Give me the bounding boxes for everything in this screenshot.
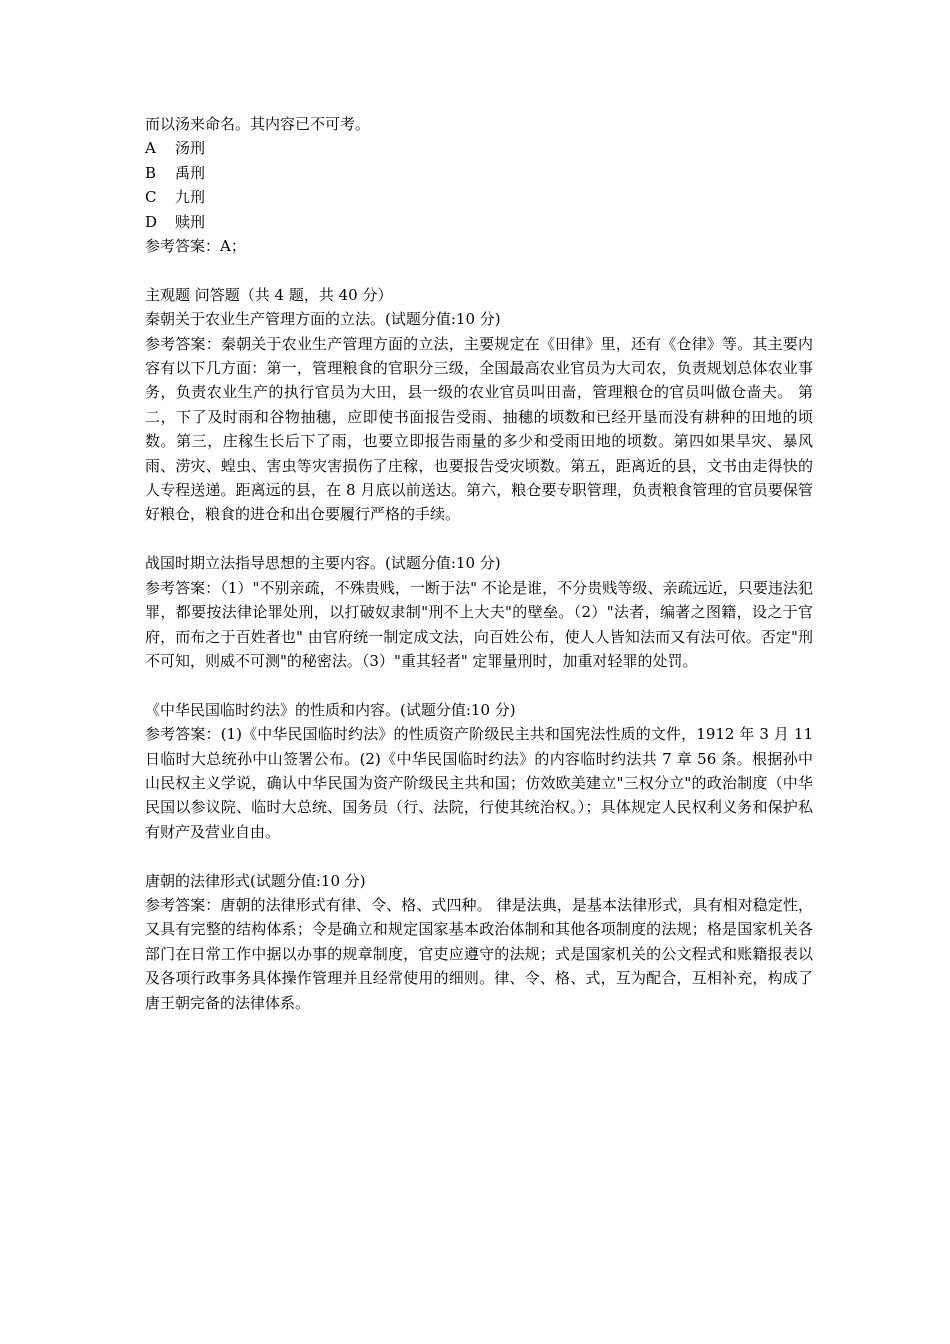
question-title: 唐朝的法律形式(试题分值:10 分) <box>145 871 366 890</box>
section-header: 主观题 问答题（共 4 题，共 40 分） <box>145 285 393 304</box>
option-b <box>145 161 813 185</box>
mc-answer: 参考答案：A； <box>145 237 246 256</box>
spacer <box>145 673 813 697</box>
question-fragment: 而以汤来命名。其内容已不可考。 <box>145 115 371 133</box>
option-letter: B <box>145 163 157 182</box>
spacer <box>145 527 813 551</box>
option-letter: D <box>145 212 158 231</box>
option-d <box>145 210 813 234</box>
answer-paragraph: 参考答案：（1）"不别亲疏，不殊贵贱，一断于法" 不论是谁，不分贵贱等级、亲疏远近，只要违法犯罪，都要按法律论罪处刑，以打破奴隶制"刑不上大夫"的壁垒。（2）"法者，编著之图籍，设之于官府，而布之于百姓者也" 由官府统一制定成文法，向百姓公布，使人人皆知法而又有法可依。否定"刑不可知，则威不可测"的秘密法。（3）"重其轻者" 定罪量刑时，加重对轻罪的处罚。 <box>145 578 813 670</box>
question-title: 秦朝关于农业生产管理方面的立法。(试题分值:10 分) <box>145 310 501 329</box>
answer-paragraph: 参考答案：唐朝的法律形式有律、令、格、式四种。 律是法典，是基本法律形式，具有相对稳定性，又具有完整的结构体系；令是确立和规定国家基本政治体制和其他各项制度的法规；格是国家机关各部门在日常工作中据以办事的规章制度，官吏应遵守的法规；式是国家机关的公文程式和账籍报表以及各项行政事务具体操作管理并且经常使用的细则。律、令、格、式，互为配合，互相补充，构成了唐王朝完备的法律体系。 <box>145 895 813 1012</box>
option-text: 汤刑 <box>175 139 206 158</box>
question-title: 《中华民国临时约法》的性质和内容。(试题分值:10 分) <box>145 700 516 719</box>
option-c <box>145 185 813 209</box>
option-text: 禹刑 <box>175 163 206 182</box>
option-letter: C <box>145 188 157 207</box>
spacer <box>145 844 813 868</box>
answer-paragraph: 参考答案：(1)《中华民国临时约法》的性质资产阶级民主共和国宪法性质的文件，1912 年 3 月 11 日临时大总统孙中山签署公布。(2)《中华民国临时约法》的内容临时约法共 7 章 56 条。根据孙中山民权主义学说，确认中华民国为资产阶级民主共和国；仿效欧美建立"三权分立"的政治制度（中华民国以参议院、临时大总统、国务员（行、法院，行使其统治权。）；具体规定人民权利义务和保护私有财产及营业自由。 <box>145 725 813 841</box>
answer-paragraph: 参考答案：秦朝关于农业生产管理方面的立法，主要规定在《田律》里，还有《仓律》等。其主要内容有以下几方面：第一，管理粮食的官职分三级，全国最高农业官员为大司农，负责规划总体农业事务，负责农业生产的执行官员为大田，县一级的农业官员叫田啬，管理粮仓的官员叫做仓啬夫。 第二，下了及时雨和谷物抽穗，应即使书面报告受雨、抽穗的顷数和已经开垦而没有耕种的田地的顷数。第三，庄稼生长后下了雨，也要立即报告雨量的多少和受雨田地的顷数。第四如果旱灾、暴风雨、涝灾、蝗虫、害虫等灾害损伤了庄稼，也要报告受灾顷数。第五，距离近的县，文书由走得快的人专程送递。距离远的县，在 8 月底以前送达。第六，粮仓要专职管理，负责粮食管理的官员要保管好粮仓，粮食的进仓和出仓要履行严格的手续。 <box>145 334 813 524</box>
document-content <box>145 112 813 1015</box>
spacer <box>145 258 813 282</box>
option-text: 九刑 <box>175 188 206 207</box>
option-letter: A <box>145 139 156 158</box>
option-a <box>145 136 813 160</box>
option-text: 赎刑 <box>175 212 206 231</box>
question-title: 战国时期立法指导思想的主要内容。(试题分值:10 分) <box>145 554 501 573</box>
